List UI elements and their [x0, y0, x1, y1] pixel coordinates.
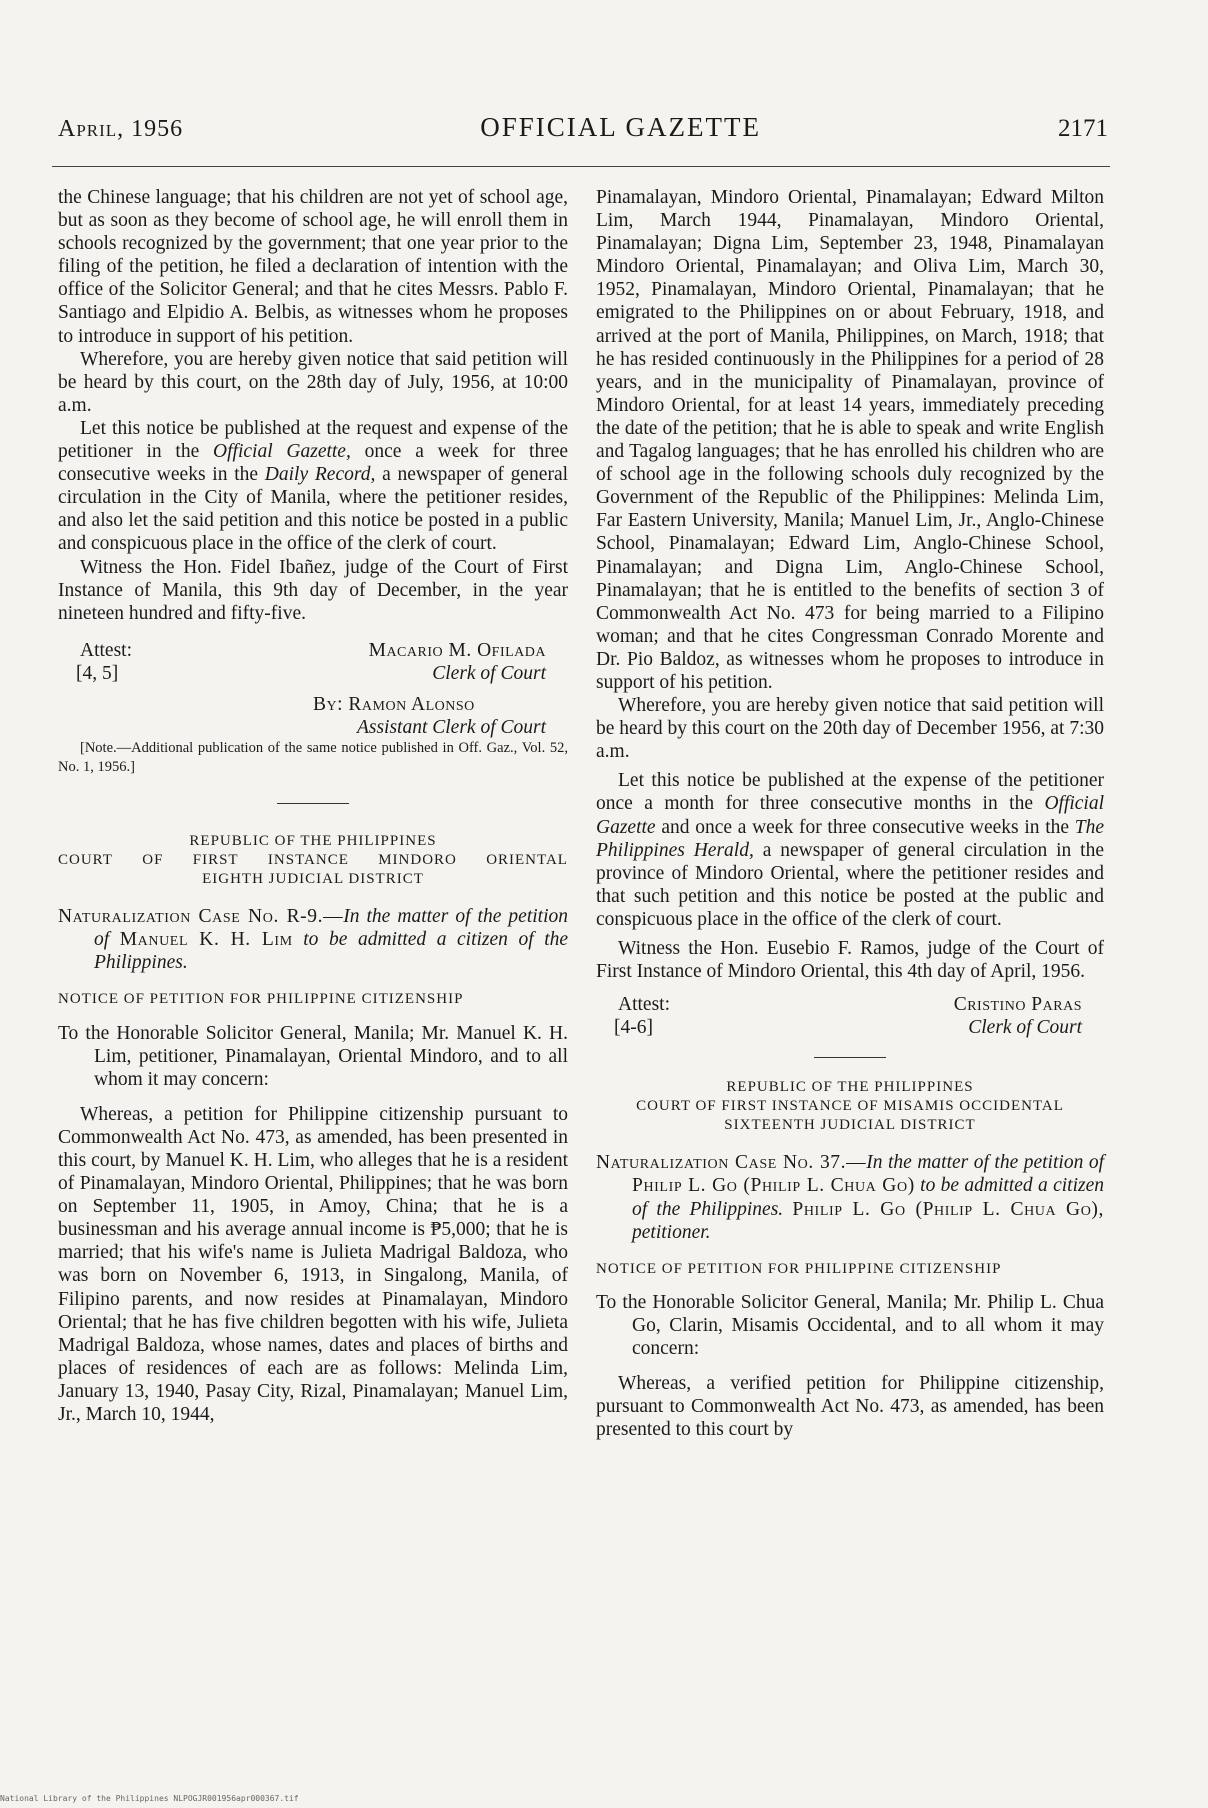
header-page-number: 2171 — [1058, 115, 1108, 142]
petitioner-name: Philip L. Go (Philip L. Chua Go), — [792, 1198, 1104, 1220]
addressee-first: To the Honorable Solicitor General, Manila; Mr. — [596, 1291, 982, 1313]
court-district: SIXTEENTH JUDICIAL DISTRICT — [724, 1117, 976, 1134]
italic-publication: Daily Record, — [264, 464, 376, 486]
italic-publication: Official Gazette, — [213, 441, 351, 463]
court-district: EIGHTH JUDICIAL DISTRICT — [202, 871, 424, 888]
notice-heading: NOTICE OF PETITION FOR PHILIPPINE CITIZENSHIP — [58, 991, 464, 1008]
text-run: once a week for three consecutive weeks in the — [58, 441, 569, 486]
court-word: FIRST — [192, 852, 239, 869]
left-paragraph-4: Witness the Hon. Fidel Ibañez, judge of the Court of First Instance of Manila, this 9th day of December, in the year nineteen hundred and fifty-five. — [58, 556, 568, 624]
text-run: Let this notice be published at the request and expense of the petitioner in the — [58, 417, 568, 463]
by-name: By: Ramon Alonso — [313, 693, 475, 715]
left-column — [58, 186, 568, 1426]
court-word: COURT — [58, 852, 113, 869]
header-date: April, 1956 — [58, 116, 184, 142]
court-name — [58, 851, 568, 870]
case-number: Naturalization Case No. R-9.— — [58, 906, 344, 928]
right-paragraph-5: Whereas, a verified petition for Philippine citizenship, pursuant to Commonwealth Act No. 473, as amended, has been presented to this court by — [596, 1373, 1104, 1441]
case-number: Naturalization Case No. 37.— — [596, 1152, 867, 1174]
attest-title: Clerk of Court — [432, 662, 546, 684]
right-column — [596, 186, 1104, 1441]
text-run: Let this notice be published at the expense of the petitioner once a month for three consecutive months in the — [596, 770, 1104, 815]
attest-title: Clerk of Court — [968, 1017, 1082, 1039]
case-italic: In the matter of the petition of — [94, 906, 569, 951]
petitioner-name: Philip L. Go (Philip L. Chua Go) — [632, 1175, 915, 1197]
attest-name: Cristino Paras — [953, 994, 1082, 1016]
petitioner-name: Manuel K. H. Lim — [119, 929, 293, 951]
court-heading-misamis — [596, 1078, 1104, 1135]
addressee-paragraph — [58, 1022, 568, 1091]
attest-label: Attest: — [80, 639, 132, 661]
text-run: a newspaper of general circulation in the province of Mindoro Oriental, where the petitioner resides and that such petition and this notice be posted at the public and conspicuous place in the office of the clerk of court. — [596, 839, 1105, 930]
court-name: COURT OF FIRST INSTANCE OF MISAMIS OCCIDENTAL — [636, 1098, 1064, 1115]
addressee-rest: Philip L. Chua Go, Clarin, Misamis Occidental, and to all whom it may concern: — [632, 1291, 1104, 1360]
italic-publication: Official Gazette — [596, 793, 1105, 838]
court-word: ORIENTAL — [486, 852, 568, 869]
right-paragraph-4: Witness the Hon. Eusebio F. Ramos, judge of the Court of First Instance of Mindoro Oriental, this 4th day of April, 1956. — [596, 938, 1104, 983]
text-run: a newspaper of general circulation in the City of Manila, where the petitioner resides, and also let the said petition and this notice be posted in a public and conspicuous place in the office of the clerk of court. — [58, 464, 569, 555]
attest-ref: [4-6] — [614, 1017, 653, 1039]
publication-note: [Note.—Additional publication of the same notice published in Off. Gaz., Vol. 52, No. 1, 1956.] — [58, 740, 568, 776]
case-italic: petitioner. — [632, 1221, 711, 1243]
section-divider — [814, 1057, 886, 1058]
section-divider — [277, 803, 349, 804]
court-republic: REPUBLIC OF THE PHILIPPINES — [726, 1079, 974, 1096]
addressee-rest: Manuel K. H. Lim, petitioner, Pinamalayan, Oriental Mindoro, and to all whom it may concern: — [94, 1022, 568, 1090]
by-title: Assistant Clerk of Court — [356, 717, 546, 739]
addressee-first: To the Honorable Solicitor General, Manila; Mr. — [58, 1022, 450, 1044]
court-heading-mindoro — [58, 832, 568, 889]
court-republic: REPUBLIC OF THE PHILIPPINES — [189, 833, 437, 850]
left-paragraph-5: Whereas, a petition for Philippine citizenship pursuant to Commonwealth Act No. 473, as amended, has been presented in this court, by Manuel K. H. Lim, who alleges that he is a resident of Pinamalayan, Mindoro Oriental, Philippines; that he was born on September 11, 1905, in Amoy, China; that he is a businessman and his average annual income is ₱5,000; that he is married; that his wife's name is Julieta Madrigal Baldoza, who was born on November 6, 1913, in Singalong, Manila, of Filipino parents, and now resides at Pinamalayan, Mindoro Oriental; that he has five children begotten with his wife, Julieta Madrigal Baldoza, whose names, dates and places of births and places of residences of each are as follows: Melinda Lim, January 13, 1940, Pasay City, Rizal, Pinamalayan; Manuel Lim, Jr., March 10, 1944, — [58, 1103, 568, 1426]
case-italic: to be admitted a citizen of the Philippines. — [94, 929, 569, 974]
scan-footer: National Library of the Philippines NLPOGJR001956apr000367.tif — [0, 1794, 299, 1803]
attest-ref: [4, 5] — [76, 662, 119, 684]
right-attestation — [596, 993, 1104, 1039]
attest-name: Macario M. Ofilada — [368, 639, 546, 661]
left-attestation — [58, 639, 568, 739]
left-paragraph-3 — [58, 417, 568, 556]
notice-heading: NOTICE OF PETITION FOR PHILIPPINE CITIZENSHIP — [596, 1260, 1002, 1277]
right-paragraph-3 — [596, 769, 1104, 931]
text-run: and once a week for three consecutive weeks in the — [661, 816, 1070, 838]
right-paragraph-1: Pinamalayan, Mindoro Oriental, Pinamalayan; Edward Milton Lim, March 1944, Pinamalayan, Mindoro Oriental, Pinamalayan; Digna Lim, September 23, 1948, Pinamalayan Mindoro Oriental, Pinamalayan; and Oliva Lim, March 30, 1952, Pinamalayan, Mindoro Oriental, Pinamalayan; that he emigrated to the Philippines on or about February, 1918, and arrived at the port of Manila, Philippines, on March, 1918; that he has resided continuously in the Philippines for a period of 28 years, and in the municipality of Pinamalayan, province of Mindoro Oriental, for at least 14 years, immediately preceding the date of the petition; that he is able to speak and write English and Tagalog languages; that he has enrolled his children who are of school age in the following schools duly recognized by the Government of the Republic of the Philippines: Melinda Lim, Far Eastern University, Manila; Manuel Lim, Jr., Anglo-Chinese School, Pinamalayan; Edward Lim, Anglo-Chinese School, Pinamalayan; and Digna Lim, Anglo-Chinese School, Pinamalayan; that he is entitled to the benefits of section 3 of Commonwealth Act No. 473 for being married to a Filipino woman; and that he cites Congressman Conrado Morente and Dr. Pio Baldoz, as witnesses whom he proposes to introduce in support of his petition. — [596, 187, 1104, 693]
attest-label: Attest: — [618, 994, 670, 1016]
court-word: OF — [142, 852, 164, 869]
page-header — [58, 112, 1108, 156]
left-paragraph-1: the Chinese language; that his children are not yet of school age, but as soon as they become of school age, he will enroll them in schools recognized by the government; that one year prior to the filing of the petition, he filed a declaration of intention with the office of the Solicitor General; and that he cites Messrs. Pablo F. Santiago and Elpidio A. Belbis, as witnesses whom he proposes to introduce in support of his petition. — [58, 187, 568, 347]
addressee-paragraph — [596, 1291, 1104, 1360]
header-title: OFFICIAL GAZETTE — [480, 112, 761, 142]
case-title-37 — [596, 1151, 1104, 1243]
case-italic: to be admitted a citizen of the Philippines. — [632, 1175, 1105, 1220]
header-rule — [52, 166, 1110, 167]
case-italic: In the matter of the petition of — [866, 1152, 1104, 1174]
case-title-r9 — [58, 905, 568, 974]
court-word: MINDORO — [378, 852, 457, 869]
left-paragraph-2: Wherefore, you are hereby given notice that said petition will be heard by this court, on the 28th day of July, 1956, at 10:00 a.m. — [58, 348, 568, 416]
court-word: INSTANCE — [267, 852, 349, 869]
italic-publication: The Philippines Herald, — [596, 816, 1105, 861]
right-paragraph-2: Wherefore, you are hereby given notice that said petition will be heard by this court on the 20th day of December 1956, at 7:30 a.m. — [596, 695, 1104, 763]
